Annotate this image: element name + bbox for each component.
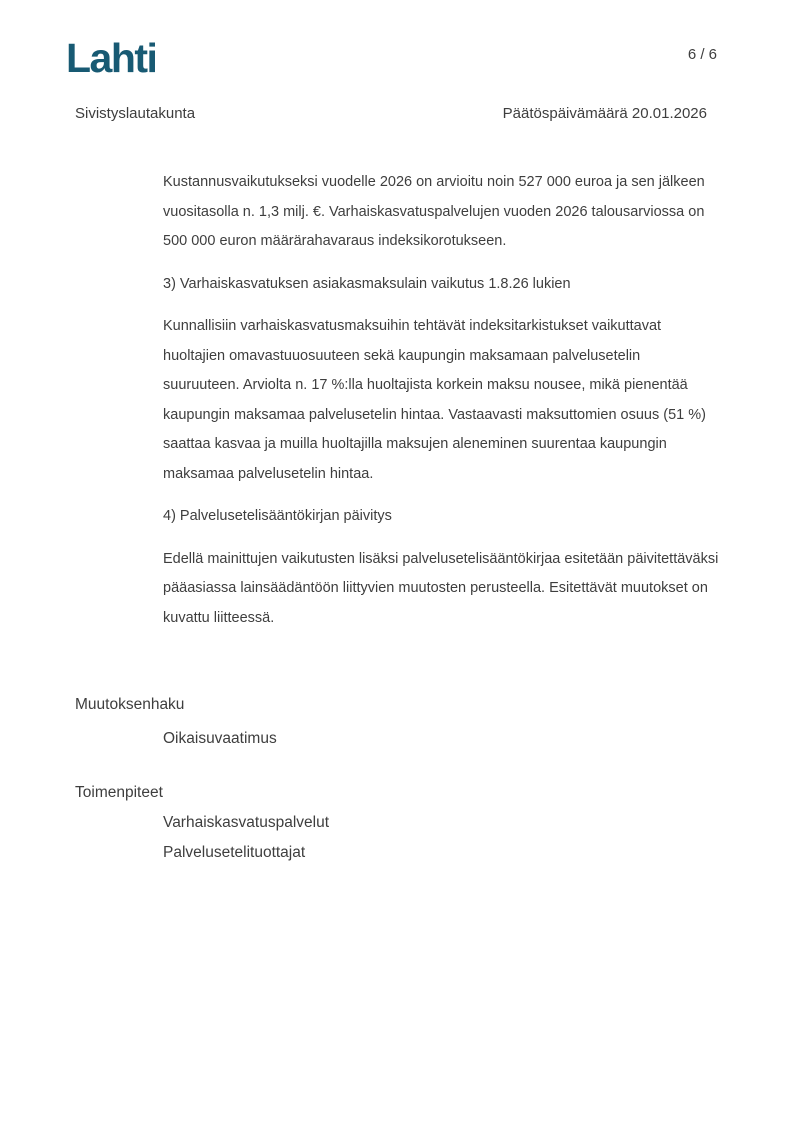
decision-date: Päätöspäivämäärä 20.01.2026 [502,105,707,122]
lahti-logo: Lahti [66,35,157,81]
section-label-muutoksenhaku: Muutoksenhaku [75,696,185,713]
committee-name: Sivistyslautakunta [75,105,196,122]
section-items-toimenpiteet [75,808,329,868]
section-item: Oikaisuvaatimus [163,730,277,747]
body-paragraph: Kunnallisiin varhaiskasvatusmaksuihin tehtävät indeksitarkistukset vaikuttavat huoltajien omavastuuosuuteen sekä kaupungin maksamaan palvelusetelin suuruuteen. Arviolta n. 17 %:lla huoltajista korkein maksu nousee, mikä pienentää kaupungin maksamaa palvelusetelin hintaa. Vastaavasti maksuttomien osuus (51 %) saattaa kasvaa ja muilla huoltajilla maksujen aleneminen suurentaa kaupungin maksamaa palvelusetelin hintaa. [163,318,706,482]
section-item: Palvelusetelituottajat [163,844,306,861]
section-toimenpiteet [75,784,329,868]
page-number: 6 / 6 [687,46,717,63]
body-paragraph: Kustannusvaikutukseksi vuodelle 2026 on arvioitu noin 527 000 euroa ja sen jälkeen vuositasolla n. 1,3 milj. €. Varhaiskasvatuspalvelujen vuoden 2026 talousarviossa on 500 000 euron määrärahavaraus indeksikorotukseen. [163,174,705,249]
document-body [163,168,719,646]
section-items-muutoksenhaku [75,724,277,754]
body-paragraph: 3) Varhaiskasvatuksen asiakasmaksulain vaikutus 1.8.26 lukien [163,275,571,292]
body-paragraph: 4) Palvelusetelisääntökirjan päivitys [163,508,392,524]
body-paragraph: Edellä mainittujen vaikutusten lisäksi palvelusetelisääntökirjaa esitetään päivitettäväksi pääasiassa lainsäädäntöön liittyvien muutosten perusteella. Esitettävät muutokset on kuvattu liitteessä. [163,550,719,626]
document-meta-row [75,105,707,122]
section-item: Varhaiskasvatuspalvelut [163,814,329,831]
section-muutoksenhaku [75,696,277,754]
section-label-toimenpiteet: Toimenpiteet [75,784,163,801]
